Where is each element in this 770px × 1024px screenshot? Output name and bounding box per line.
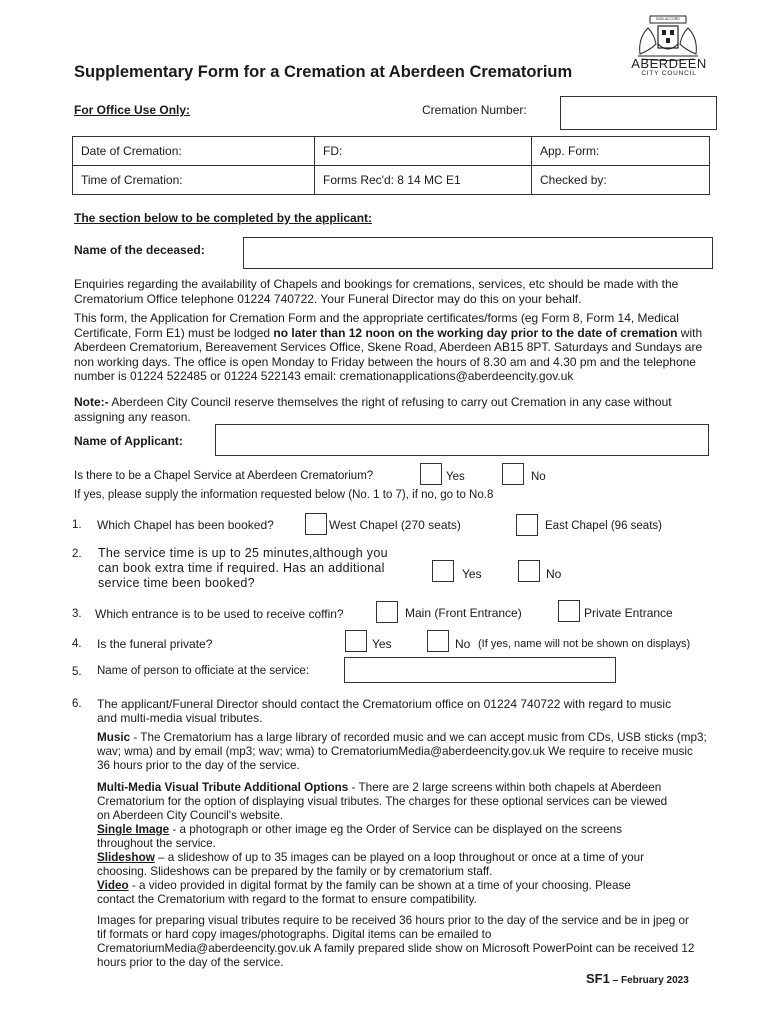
officiant-input[interactable] — [344, 657, 616, 683]
music-paragraph — [97, 731, 707, 773]
fd-field[interactable]: FD: — [315, 137, 532, 166]
west-chapel-checkbox[interactable] — [305, 513, 327, 535]
private-entrance-label: Private Entrance — [584, 606, 673, 620]
video-text: - a video provided in digital format by the family can be shown at a time of your choosing. Please contact the Crematorium with regard to the format to ensure compatibility. — [97, 879, 631, 906]
crest-banner: BON ACCORD — [656, 17, 680, 21]
footer-form-code: SF1 — [586, 971, 610, 986]
private-yes-checkbox[interactable] — [345, 630, 367, 652]
slideshow-paragraph — [97, 851, 687, 879]
note-label: Note:- — [74, 395, 109, 409]
extra-time-yes-checkbox[interactable] — [432, 560, 454, 582]
chapel-question: Is there to be a Chapel Service at Aberdeen Crematorium? — [74, 470, 374, 482]
deceased-name-input[interactable] — [243, 237, 713, 269]
q1-text: Which Chapel has been booked? — [97, 518, 274, 532]
page-title: Supplementary Form for a Cremation at Aberdeen Crematorium — [74, 63, 573, 81]
cremation-number-label: Cremation Number: — [422, 103, 527, 117]
multimedia-text: - There are 2 large screens within both chapels at Aberdeen Crematorium for the option of displaying visual tributes. The charges for these optional services can be viewed on Aberdeen City Council's website. — [97, 781, 668, 822]
private-no-label: No — [455, 637, 471, 651]
enquiries-paragraph: Enquiries regarding the availability of Chapels and bookings for cremations, services, etc should be made with the Crematorium Office telephone 01224 740722. Your Funeral Director may do this on your behalf. — [74, 277, 679, 306]
applicant-label: Name of Applicant: — [74, 434, 183, 448]
chapel-yes-label: Yes — [446, 471, 465, 483]
footer-code — [586, 971, 689, 986]
q4-number: 4. — [72, 638, 82, 650]
q5-text: Name of person to officiate at the service: — [97, 665, 310, 677]
app-form-field[interactable]: App. Form: — [532, 137, 710, 166]
q6-number: 6. — [72, 698, 82, 710]
slideshow-label: Slideshow — [97, 851, 155, 864]
q6-text: The applicant/Funeral Director should contact the Crematorium office on 01224 740722 with regard to music and multi-media visual tributes. — [97, 697, 672, 725]
logo-text: ABERDEEN — [631, 56, 707, 71]
q4-text: Is the funeral private? — [97, 637, 213, 651]
chapel-hint: If yes, please supply the information requested below (No. 1 to 7), if no, go to No.8 — [74, 489, 494, 501]
multimedia-paragraph — [97, 781, 682, 823]
private-entrance-checkbox[interactable] — [558, 600, 580, 622]
checked-by-field[interactable]: Checked by: — [532, 166, 710, 195]
office-use-heading: For Office Use Only: — [74, 103, 191, 117]
q3-number: 3. — [72, 608, 82, 620]
office-table — [72, 136, 710, 195]
q2-text: The service time is up to 25 minutes,although you can book extra time if required. Has an additional service time been booked? — [98, 546, 388, 590]
q1-number: 1. — [72, 519, 82, 531]
private-no-checkbox[interactable] — [427, 630, 449, 652]
q2-number: 2. — [72, 548, 82, 560]
note-text: Aberdeen City Council reserve themselves the right of refusing to carry out Cremation in any case without assigning any reason. — [74, 395, 672, 424]
video-paragraph — [97, 879, 657, 907]
single-image-paragraph — [97, 823, 642, 851]
images-paragraph: Images for preparing visual tributes require to be received 36 hours prior to the day of the service and be in jpeg or tif formats or hard copy images/photographs. Digital items can be emailed to CrematoriumMedia@aberdeencity.gov.uk A family prepared slide show on Microsoft PowerPoint can be received 12 hours prior to the day of the service. — [97, 914, 695, 969]
extra-time-yes-label: Yes — [462, 567, 482, 581]
east-chapel-label: East Chapel (96 seats) — [545, 520, 662, 532]
applicant-section-heading: The section below to be completed by the applicant: — [74, 211, 373, 225]
cremation-number-input[interactable] — [560, 96, 717, 130]
chapel-no-label: No — [531, 471, 546, 483]
private-hint: (If yes, name will not be shown on displays) — [478, 638, 691, 650]
chapel-yes-checkbox[interactable] — [420, 463, 442, 485]
east-chapel-checkbox[interactable] — [516, 514, 538, 536]
logo-subtext: CITY COUNCIL — [641, 70, 697, 77]
multimedia-label: Multi-Media Visual Tribute Additional Options — [97, 781, 349, 794]
instructions-deadline: no later than 12 noon on the working day prior to the date of cremation — [273, 325, 678, 340]
west-chapel-label: West Chapel (270 seats) — [329, 518, 461, 532]
time-of-cremation-field[interactable]: Time of Cremation: — [73, 166, 315, 195]
extra-time-no-checkbox[interactable] — [518, 560, 540, 582]
video-label: Video — [97, 879, 129, 892]
slideshow-text: – a slideshow of up to 35 images can be played on a loop throughout or once at a time of your choosing. Slideshows can be prepared by the family or by crematorium staff. — [97, 851, 645, 878]
music-text: - The Crematorium has a large library of recorded music and we can accept music from CDs, USB sticks (mp3; wav; wma) and by email (mp3; wav; wma) to CrematoriumMedia@aberdeencity.gov.uk We require to receive music 36 hours prior to the day of the service. — [97, 731, 707, 772]
music-label: Music — [97, 731, 131, 744]
single-image-label: Single Image — [97, 823, 170, 836]
q3-text: Which entrance is to be used to receive coffin? — [95, 607, 344, 621]
footer-date: – February 2023 — [609, 975, 689, 986]
instructions-part1: This form, the Application for Cremation Form and the appropriate certificates/forms (eg Form 8, Form 14, Medical Certificate, Form E1) must be lodged — [74, 311, 679, 340]
instructions-part2: with Aberdeen Crematorium, Bereavement Services Office, Skene Road, Aberdeen AB15 8PT. Saturdays and Sundays are non working days. The office is open Monday to Friday between the hours of 8.30 am and 4.30 pm and the telephone number is 01224 522485 or 01224 522143 email: cremationapplications@aberdeencity.gov.uk — [74, 325, 703, 383]
main-entrance-checkbox[interactable] — [376, 601, 398, 623]
applicant-name-input[interactable] — [215, 424, 709, 456]
extra-time-no-label: No — [546, 567, 562, 581]
note-paragraph — [74, 395, 704, 424]
date-of-cremation-field[interactable]: Date of Cremation: — [73, 137, 315, 166]
deceased-label: Name of the deceased: — [74, 243, 205, 257]
single-image-text: - a photograph or other image eg the Order of Service can be displayed on the screens throughout the service. — [97, 823, 622, 850]
forms-recd-field[interactable]: Forms Rec'd: 8 14 MC E1 — [315, 166, 532, 195]
main-entrance-label: Main (Front Entrance) — [405, 606, 522, 620]
instructions-paragraph — [74, 311, 704, 384]
q5-number: 5. — [72, 666, 82, 678]
private-yes-label: Yes — [372, 637, 392, 651]
council-logo — [628, 14, 708, 80]
chapel-no-checkbox[interactable] — [502, 463, 524, 485]
